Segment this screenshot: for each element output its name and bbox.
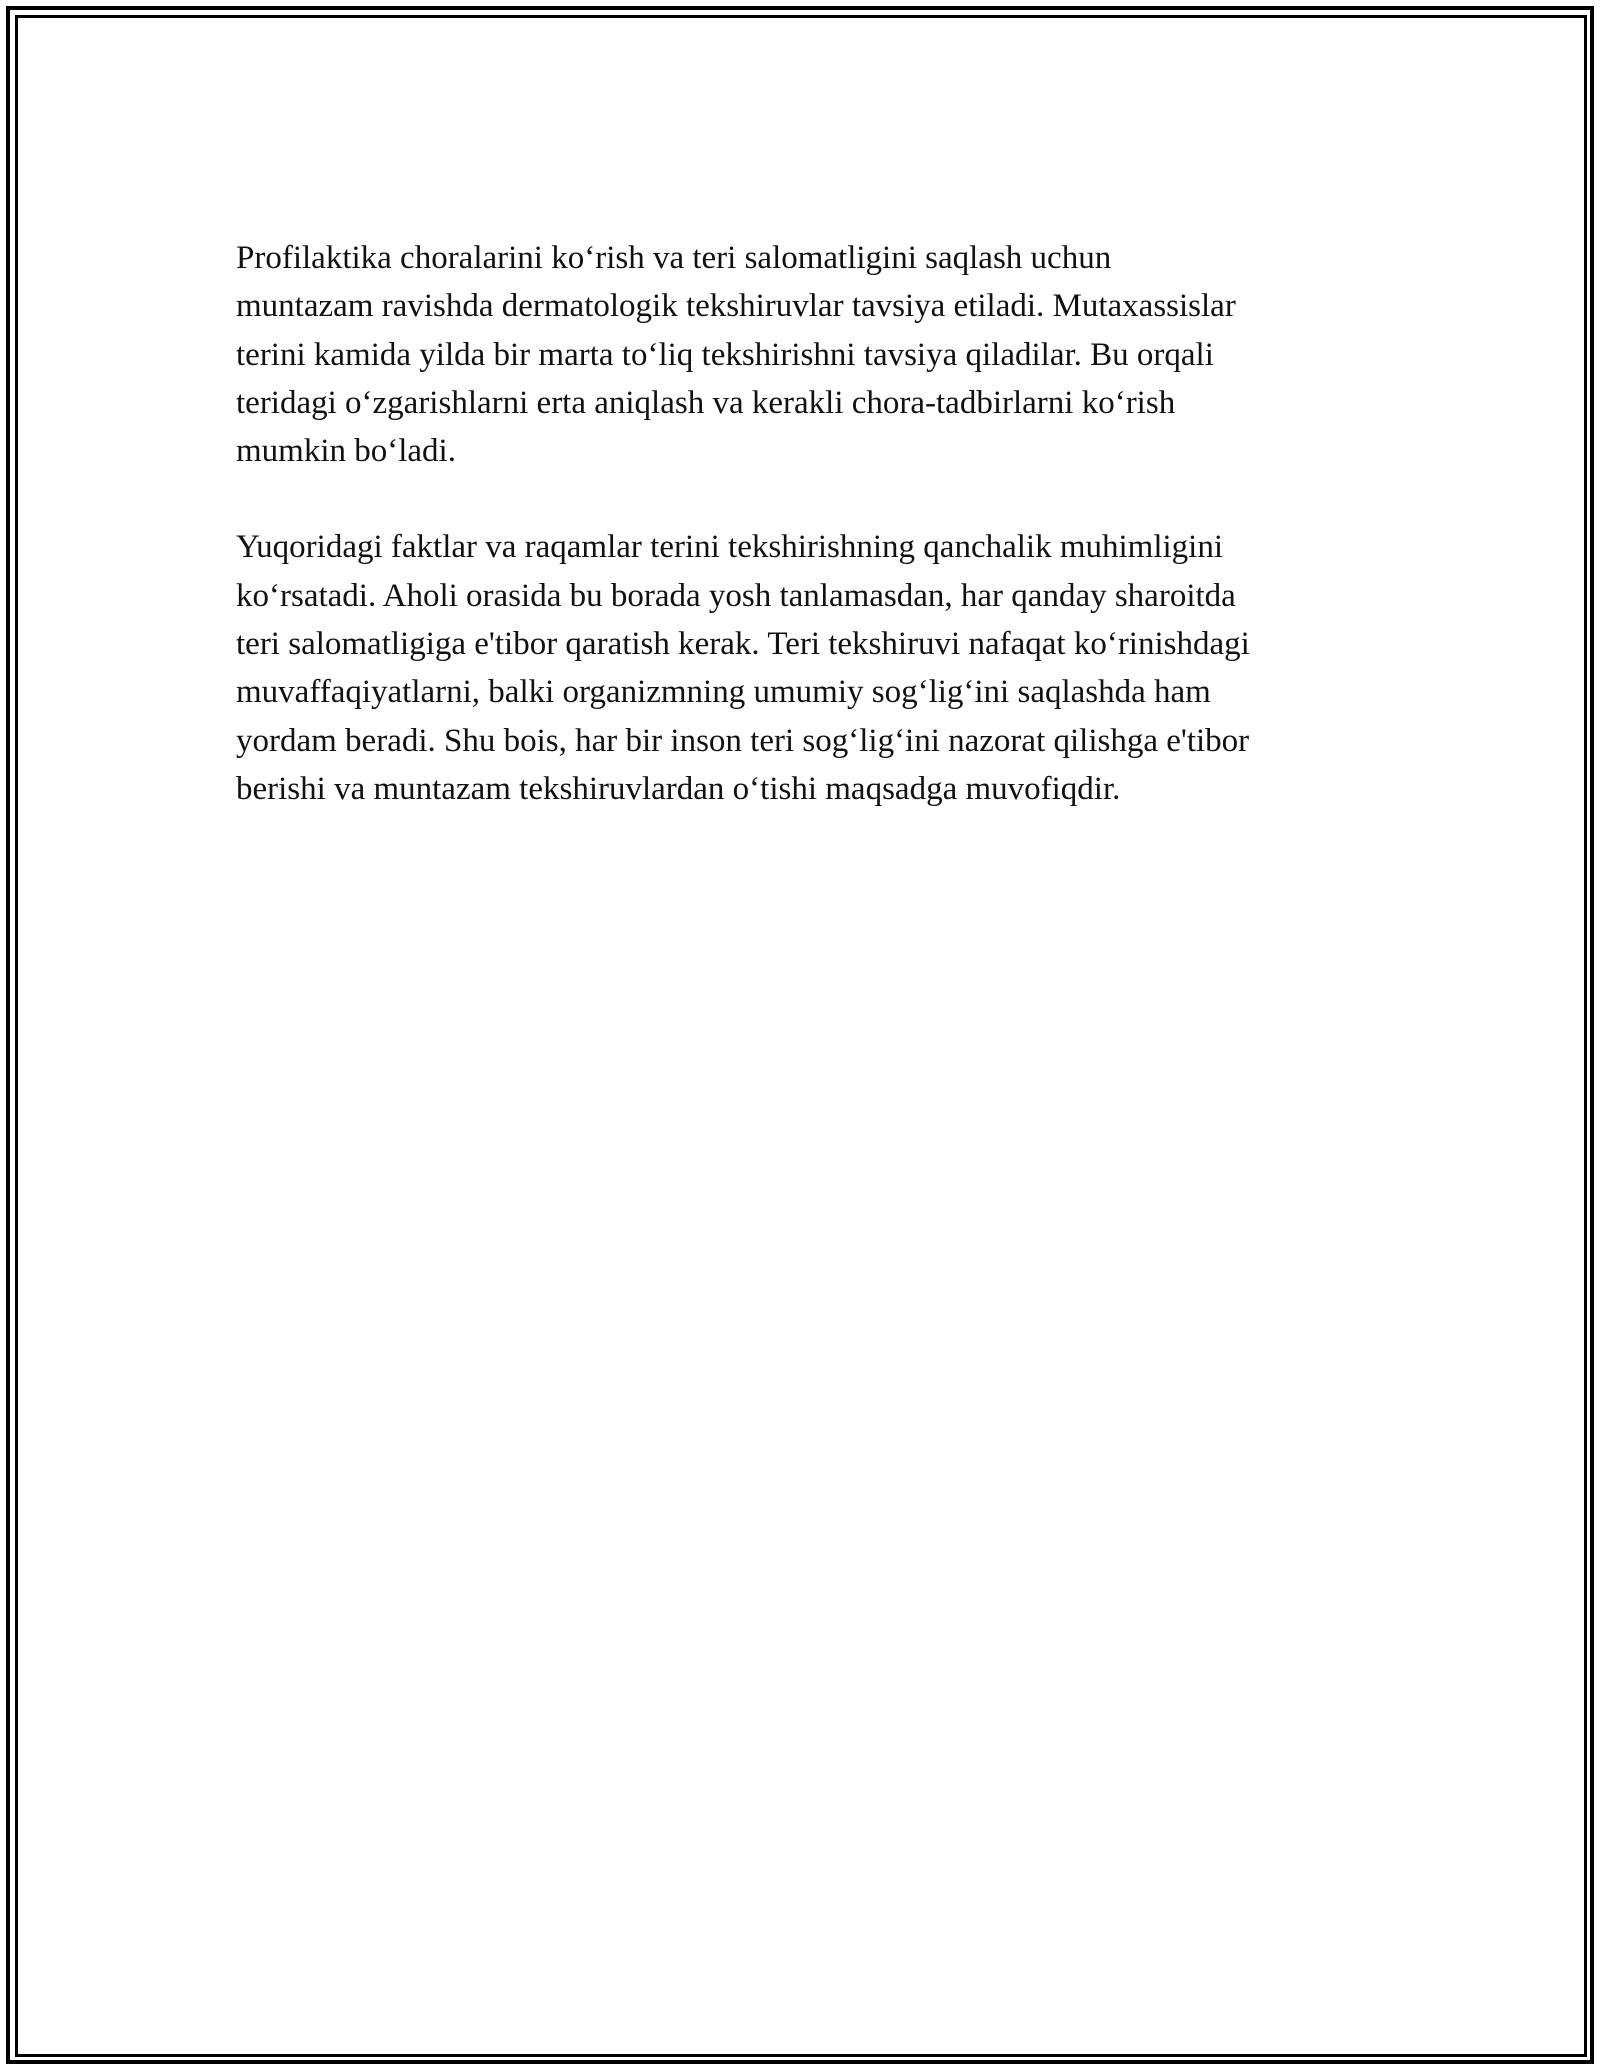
document-body xyxy=(236,234,1376,861)
paragraph-1: Profilaktika choralarini ko‘rish va teri salomatligini saqlash uchun muntazam ravishda dermatologik tekshiruvlar tavsiya etiladi. Mutaxassislar terini kamida yilda bir marta to‘liq tekshirishni tavsiya qiladilar. Bu orqali teridagi o‘zgarishlarni erta aniqlash va kerakli chora-tadbirlarni ko‘rish mumkin bo‘ladi. xyxy=(236,240,1236,470)
paragraph-2: Yuqoridagi faktlar va raqamlar terini tekshirishning qanchalik muhimligini ko‘rsatadi. Aholi orasida bu borada yosh tanlamasdan, har qanday sharoitda teri salomatligiga e'tibor qaratish kerak. Teri tekshiruvi nafaqat ko‘rinishdagi muvaffaqiyatlarni, balki organizmning umumiy sog‘lig‘ini saqlashda ham yordam beradi. Shu bois, har bir inson teri sog‘lig‘ini nazorat qilishga e'tibor berishi va muntazam tekshiruvlardan o‘tishi maqsadga muvofiqdir. xyxy=(236,529,1250,807)
